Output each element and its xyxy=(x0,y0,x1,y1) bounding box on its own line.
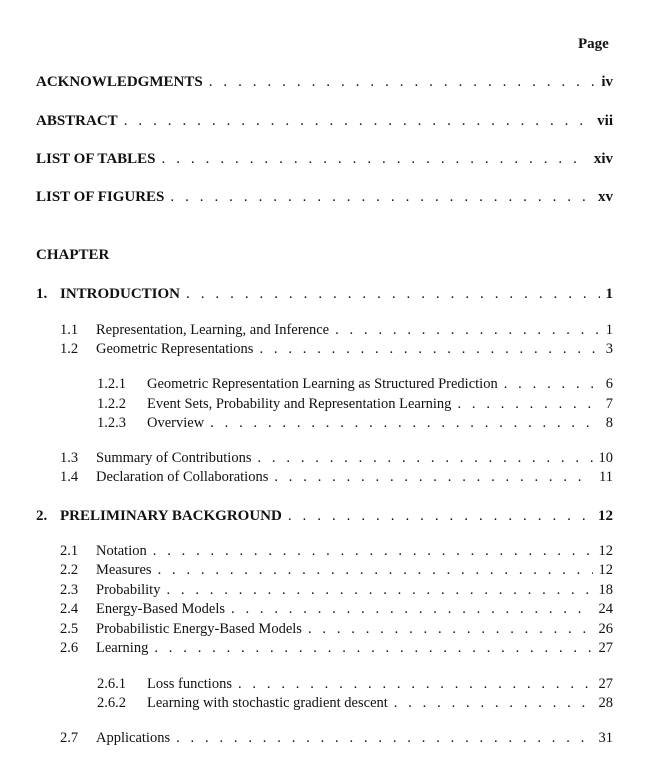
toc-subsection-title: Geometric Representation Learning as Structured Prediction xyxy=(147,376,498,392)
toc-subsection-1-2-3[interactable] xyxy=(97,414,613,432)
toc-section-title: Declaration of Collaborations xyxy=(96,469,269,485)
toc-chapter-2[interactable] xyxy=(36,507,613,525)
dot-leader xyxy=(158,561,593,579)
toc-section-title: Applications xyxy=(96,730,171,746)
toc-subsection-1-2-2[interactable] xyxy=(97,395,613,413)
dot-leader xyxy=(209,73,596,91)
toc-section-title: Notation xyxy=(96,543,147,559)
toc-section-page: 27 xyxy=(598,640,613,656)
toc-subsection-number: 1.2.1 xyxy=(97,376,126,392)
toc-section-page: 18 xyxy=(598,582,613,598)
dot-leader xyxy=(154,639,592,657)
dot-leader xyxy=(170,188,592,206)
toc-subsection-page: 28 xyxy=(598,695,613,711)
toc-subsection-page: 6 xyxy=(605,376,613,392)
toc-chapter-title: PRELIMINARY BACKGROUND xyxy=(60,508,282,524)
toc-section-1-2[interactable] xyxy=(60,340,613,358)
toc-subsection-number: 1.2.3 xyxy=(97,415,126,431)
toc-section-page: 12 xyxy=(598,543,613,559)
toc-subsection-page: 8 xyxy=(605,415,613,431)
toc-section-number: 2.5 xyxy=(60,621,79,637)
dot-leader xyxy=(259,340,599,358)
toc-section-2-7[interactable] xyxy=(60,729,613,747)
dot-leader xyxy=(162,150,588,168)
toc-section-2-2[interactable] xyxy=(60,561,613,579)
dot-leader xyxy=(394,694,593,712)
dot-leader xyxy=(335,321,600,339)
toc-chapter-title: INTRODUCTION xyxy=(60,286,181,302)
toc-section-number: 1.4 xyxy=(60,469,79,485)
dot-leader xyxy=(166,581,592,599)
toc-section-number: 2.4 xyxy=(60,601,79,617)
toc-entry-title: LIST OF FIGURES xyxy=(36,189,165,205)
toc-entry-acknowledgments[interactable] xyxy=(36,73,613,91)
toc-section-2-4[interactable] xyxy=(60,600,613,618)
toc-entry-page: xiv xyxy=(593,151,613,167)
dot-leader xyxy=(274,468,593,486)
dot-leader xyxy=(457,395,599,413)
toc-section-number: 2.6 xyxy=(60,640,79,656)
toc-subsection-title: Learning with stochastic gradient descent xyxy=(147,695,388,711)
toc-subsection-page: 7 xyxy=(605,396,613,412)
toc-section-title: Learning xyxy=(96,640,149,656)
dot-leader xyxy=(308,620,593,638)
toc-section-page: 12 xyxy=(598,562,613,578)
toc-subsection-2-6-2[interactable] xyxy=(97,694,613,712)
dot-leader xyxy=(238,675,593,693)
toc-subsection-number: 2.6.1 xyxy=(97,676,126,692)
toc-subsection-number: 2.6.2 xyxy=(97,695,126,711)
toc-subsection-2-6-1[interactable] xyxy=(97,675,613,693)
toc-section-number: 1.2 xyxy=(60,341,79,357)
toc-section-number: 1.1 xyxy=(60,322,79,338)
chapter-heading: CHAPTER xyxy=(36,247,110,263)
dot-leader xyxy=(124,112,591,130)
toc-section-page: 31 xyxy=(598,730,613,746)
dot-leader xyxy=(288,507,592,525)
toc-section-title: Probabilistic Energy-Based Models xyxy=(96,621,302,637)
toc-section-title: Geometric Representations xyxy=(96,341,254,357)
toc-section-1-4[interactable] xyxy=(60,468,613,486)
toc-chapter-number: 1. xyxy=(36,286,48,302)
toc-section-title: Summary of Contributions xyxy=(96,450,252,466)
toc-section-1-1[interactable] xyxy=(60,321,613,339)
toc-section-number: 2.3 xyxy=(60,582,79,598)
toc-section-number: 2.2 xyxy=(60,562,79,578)
toc-entry-abstract[interactable] xyxy=(36,112,613,130)
toc-entry-page: xv xyxy=(598,189,613,205)
toc-chapter-page: 12 xyxy=(598,508,613,524)
page-column-header: Page xyxy=(578,36,609,52)
toc-section-2-3[interactable] xyxy=(60,581,613,599)
toc-section-title: Representation, Learning, and Inference xyxy=(96,322,330,338)
toc-subsection-title: Event Sets, Probability and Representation Learning xyxy=(147,396,452,412)
toc-entry-page: vii xyxy=(597,113,613,129)
toc-chapter-page: 1 xyxy=(605,286,613,302)
toc-entry-title: LIST OF TABLES xyxy=(36,151,156,167)
toc-entry-title: ACKNOWLEDGMENTS xyxy=(36,74,203,90)
toc-subsection-title: Overview xyxy=(147,415,205,431)
toc-section-page: 3 xyxy=(605,341,613,357)
toc-section-2-1[interactable] xyxy=(60,542,613,560)
toc-entry-list-of-tables[interactable] xyxy=(36,150,613,168)
toc-subsection-title: Loss functions xyxy=(147,676,232,692)
dot-leader xyxy=(210,414,600,432)
toc-subsection-page: 27 xyxy=(598,676,613,692)
toc-section-title: Energy-Based Models xyxy=(96,601,225,617)
toc-chapter-1[interactable] xyxy=(36,285,613,303)
toc-subsection-number: 1.2.2 xyxy=(97,396,126,412)
toc-section-title: Probability xyxy=(96,582,161,598)
dot-leader xyxy=(186,285,599,303)
toc-section-page: 10 xyxy=(598,450,613,466)
toc-section-2-6[interactable] xyxy=(60,639,613,657)
toc-section-2-5[interactable] xyxy=(60,620,613,638)
toc-section-number: 2.1 xyxy=(60,543,79,559)
toc-section-page: 26 xyxy=(598,621,613,637)
toc-subsection-1-2-1[interactable] xyxy=(97,375,613,393)
toc-section-number: 1.3 xyxy=(60,450,79,466)
toc-section-page: 24 xyxy=(598,601,613,617)
toc-section-title: Measures xyxy=(96,562,152,578)
toc-entry-title: ABSTRACT xyxy=(36,113,118,129)
dot-leader xyxy=(176,729,592,747)
dot-leader xyxy=(504,375,600,393)
toc-section-page: 11 xyxy=(599,469,613,485)
dot-leader xyxy=(231,600,593,618)
toc-section-number: 2.7 xyxy=(60,730,79,746)
toc-entry-page: iv xyxy=(601,74,613,90)
dot-leader xyxy=(257,449,592,467)
toc-chapter-number: 2. xyxy=(36,508,48,524)
dot-leader xyxy=(153,542,593,560)
toc-section-1-3[interactable] xyxy=(60,449,613,467)
toc-section-page: 1 xyxy=(605,322,613,338)
toc-entry-list-of-figures[interactable] xyxy=(36,188,613,206)
